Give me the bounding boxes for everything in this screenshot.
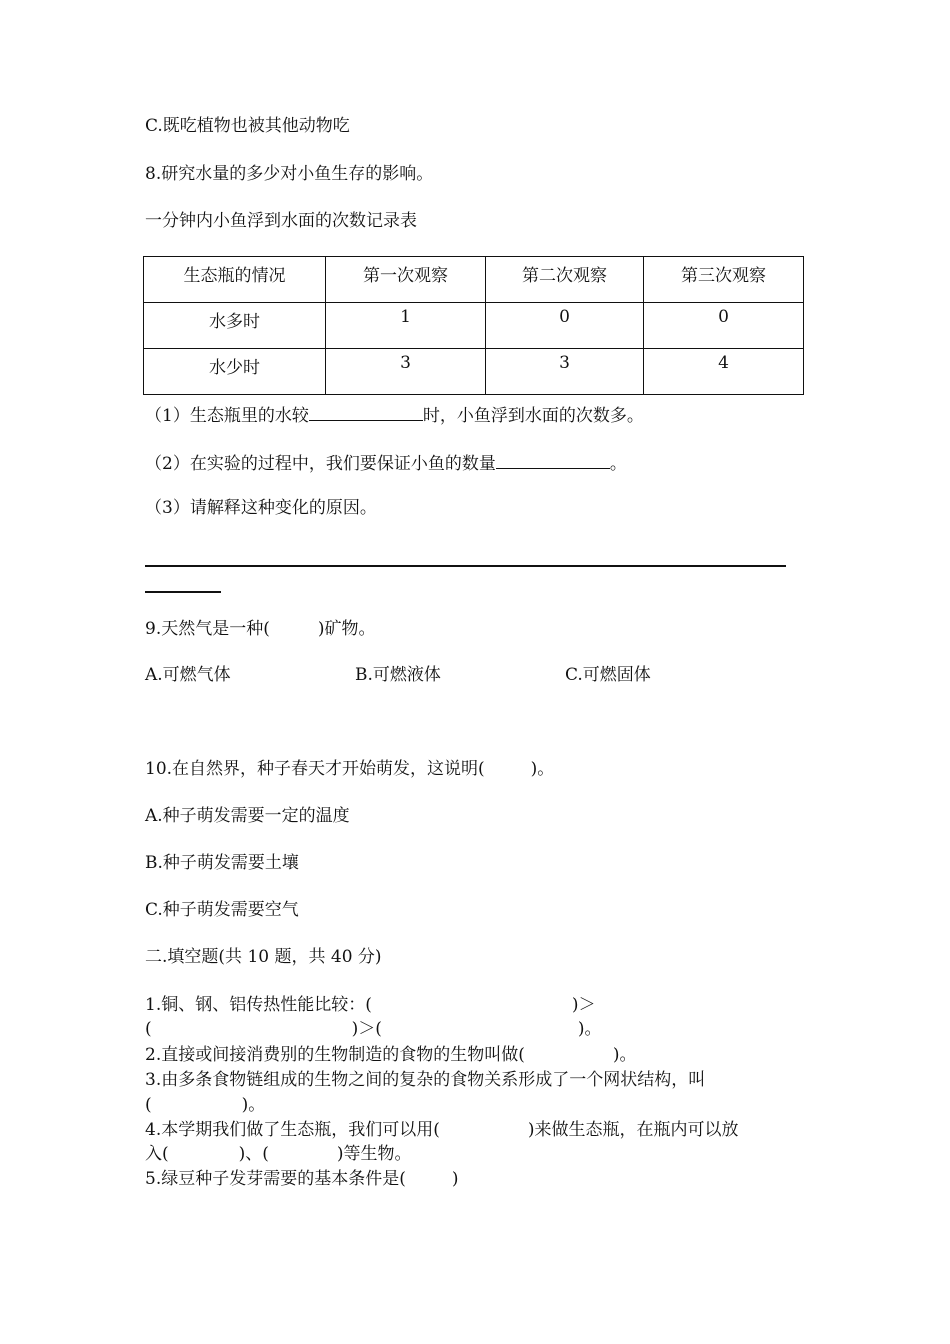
q8-title: 8.研究水量的多少对小鱼生存的影响。 <box>145 164 434 184</box>
table-header-cell: 第二次观察 <box>486 257 644 303</box>
q9-stem <box>145 618 376 640</box>
answer-blank[interactable] <box>309 402 423 421</box>
q10-option-c: C.种子萌发需要空气 <box>145 900 299 920</box>
fill-q4-a: 4.本学期我们做了生态瓶，我们可以用( <box>145 1120 440 1140</box>
table-row <box>144 303 804 349</box>
table-cell: 1 <box>326 303 486 349</box>
observation-table <box>143 256 804 395</box>
fill-q1-line1 <box>145 994 596 1016</box>
answer-line[interactable] <box>145 591 221 593</box>
q8-sub3: （3）请解释这种变化的原因。 <box>145 498 377 518</box>
fill-q3-line2 <box>145 1094 265 1116</box>
section-heading: 二.填空题(共 10 题，共 40 分) <box>145 947 382 967</box>
answer-blank[interactable] <box>496 450 610 469</box>
q10-stem-b: )。 <box>530 759 555 779</box>
q9-option-c: C.可燃固体 <box>565 665 651 685</box>
fill-q2 <box>145 1044 637 1066</box>
table-cell: 水少时 <box>144 349 326 395</box>
fill-q1-d: )＞( <box>351 1019 382 1039</box>
fill-q1-c: ( <box>145 1019 152 1039</box>
q10-option-b: B.种子萌发需要土壤 <box>145 853 299 873</box>
fill-q5 <box>145 1168 459 1190</box>
fill-q4-b: )来做生态瓶，在瓶内可以放 <box>527 1120 739 1140</box>
table-cell: 0 <box>644 303 804 349</box>
fill-q5-a: 5.绿豆种子发芽需要的基本条件是( <box>145 1169 406 1189</box>
q8-sub1 <box>145 402 644 427</box>
fill-q1-line2 <box>145 1018 602 1040</box>
fill-q1-e: )。 <box>577 1019 602 1039</box>
fill-q1-b: )＞ <box>571 995 596 1015</box>
fill-q4-line2 <box>145 1143 412 1165</box>
q10-stem-a: 10.在自然界，种子春天才开始萌发，这说明( <box>145 759 485 779</box>
table-header-cell: 生态瓶的情况 <box>144 257 326 303</box>
q9-stem-a: 9.天然气是一种( <box>145 619 270 639</box>
fill-q3-b: ( <box>145 1095 152 1115</box>
q8-sub2-suffix: 。 <box>609 454 627 474</box>
q8-sub1-prefix: （1）生态瓶里的水较 <box>145 406 309 426</box>
fill-q5-b: ) <box>451 1169 459 1189</box>
table-header-cell: 第一次观察 <box>326 257 486 303</box>
fill-q4-e: )等生物。 <box>336 1144 412 1164</box>
q9-option-b: B.可燃液体 <box>355 665 441 685</box>
fill-q1-a: 1.铜、钢、铝传热性能比较：( <box>145 995 372 1015</box>
table-cell: 4 <box>644 349 804 395</box>
table-cell: 3 <box>326 349 486 395</box>
fill-q3-line1: 3.由多条食物链组成的生物之间的复杂的食物关系形成了一个网状结构，叫 <box>145 1070 706 1090</box>
fill-q4-c: 入( <box>145 1144 169 1164</box>
q9-stem-b: )矿物。 <box>317 619 376 639</box>
fill-q2-a: 2.直接或间接消费别的生物制造的食物的生物叫做( <box>145 1045 525 1065</box>
fill-q3-c: )。 <box>241 1095 266 1115</box>
q8-sub2 <box>145 450 627 475</box>
q10-stem <box>145 758 554 780</box>
q8-sub1-suffix: 时，小鱼浮到水面的次数多。 <box>422 406 644 426</box>
table-row <box>144 349 804 395</box>
q7-option-c: C.既吃植物也被其他动物吃 <box>145 116 350 136</box>
q9-option-a: A.可燃气体 <box>145 665 231 685</box>
answer-line[interactable] <box>145 565 786 567</box>
table-caption: 一分钟内小鱼浮到水面的次数记录表 <box>145 211 417 231</box>
fill-q4-d: )、( <box>238 1144 269 1164</box>
table-header-row <box>144 257 804 303</box>
fill-q2-b: )。 <box>612 1045 637 1065</box>
fill-q4-line1 <box>145 1119 739 1141</box>
q8-sub2-prefix: （2）在实验的过程中，我们要保证小鱼的数量 <box>145 454 496 474</box>
table-cell: 3 <box>486 349 644 395</box>
table-cell: 水多时 <box>144 303 326 349</box>
q10-option-a: A.种子萌发需要一定的温度 <box>145 806 350 826</box>
table-header-cell: 第三次观察 <box>644 257 804 303</box>
table-cell: 0 <box>486 303 644 349</box>
